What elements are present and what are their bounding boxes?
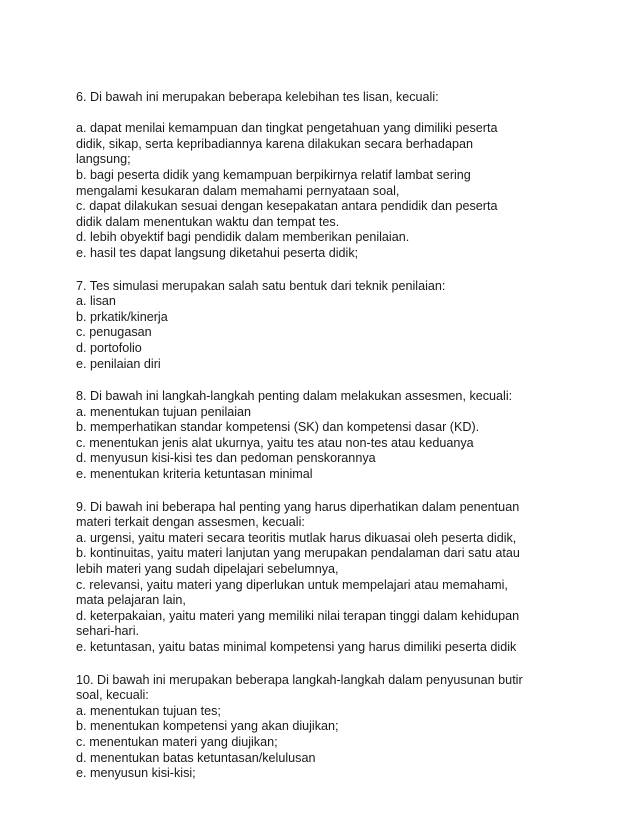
question-stem-line: materi terkait dengan assesmen, kecuali: [76, 515, 305, 530]
option-line: e. menyusun kisi-kisi; [76, 766, 196, 781]
option-line: c. menentukan jenis alat ukurnya, yaitu tes atau non-tes atau keduanya [76, 435, 474, 450]
question-6 [76, 90, 596, 262]
option-line: e. penilaian diri [76, 356, 161, 371]
option-line: b. bagi peserta didik yang kemampuan berpikirnya relatif lambat sering [76, 167, 471, 182]
option-line: d. menentukan batas ketuntasan/kelulusan [76, 750, 316, 765]
option-line: langsung; [76, 152, 131, 167]
question-stem [76, 279, 596, 295]
option-line: sehari-hari. [76, 624, 139, 639]
option-line: a. menentukan tujuan penilaian [76, 404, 252, 419]
option-line: a. menentukan tujuan tes; [76, 703, 221, 718]
question-7 [76, 279, 596, 373]
question-9 [76, 500, 596, 656]
option-line: d. menyusun kisi-kisi tes dan pedoman penskorannya [76, 451, 376, 466]
question-stem [76, 500, 596, 531]
question-stem-line: 7. Tes simulasi merupakan salah satu bentuk dari teknik penilaian: [76, 278, 446, 293]
option-line: a. dapat menilai kemampuan dan tingkat pengetahuan yang dimiliki peserta [76, 121, 498, 136]
question-options [76, 121, 596, 261]
question-stem [76, 90, 596, 106]
option-line: b. menentukan kompetensi yang akan diujikan; [76, 719, 339, 734]
option-line: c. penugasan [76, 325, 152, 340]
option-line: d. lebih obyektif bagi pendidik dalam memberikan penilaian. [76, 230, 410, 245]
option-line: b. kontinuitas, yaitu materi lanjutan yang merupakan pendalaman dari satu atau [76, 546, 520, 561]
option-line: c. dapat dilakukan sesuai dengan kesepakatan antara pendidik dan peserta [76, 199, 498, 214]
option-line: a. lisan [76, 294, 116, 309]
option-line: e. hasil tes dapat langsung diketahui peserta didik; [76, 245, 359, 260]
question-stem-line: 9. Di bawah ini beberapa hal penting yang harus diperhatikan dalam penentuan [76, 499, 520, 514]
question-options [76, 704, 596, 782]
question-10 [76, 673, 596, 782]
option-line: c. menentukan materi yang diujikan; [76, 734, 278, 749]
option-line: b. memperhatikan standar kompetensi (SK) dan kompetensi dasar (KD). [76, 420, 480, 435]
question-stem-line: 8. Di bawah ini langkah-langkah penting dalam melakukan assesmen, kecuali: [76, 389, 513, 404]
question-stem [76, 389, 596, 405]
question-options [76, 405, 596, 483]
question-stem-line: 10. Di bawah ini merupakan beberapa langkah-langkah dalam penyusunan butir [76, 672, 523, 687]
option-line: lebih materi yang sudah dipelajari sebelumnya, [76, 562, 339, 577]
document-content [76, 90, 596, 799]
option-line: c. relevansi, yaitu materi yang diperlukan untuk mempelajari atau memahami, [76, 577, 508, 592]
question-options [76, 531, 596, 656]
option-line: didik dalam menentukan waktu dan tempat tes. [76, 214, 340, 229]
question-stem [76, 673, 596, 704]
option-line: a. urgensi, yaitu materi secara teoritis mutlak harus dikuasai oleh peserta didik, [76, 530, 517, 545]
option-line: e. ketuntasan, yaitu batas minimal kompetensi yang harus dimiliki peserta didik [76, 640, 517, 654]
option-line: d. keterpakaian, yaitu materi yang memiliki nilai terapan tinggi dalam kehidupan [76, 608, 520, 623]
option-line: mata pelajaran lain, [76, 593, 186, 608]
option-line: didik, sikap, serta kepribadiannya karena dilakukan secara berhadapan [76, 136, 473, 151]
option-line: d. portofolio [76, 340, 142, 355]
question-stem-line: soal, kecuali: [76, 688, 149, 703]
question-stem-line: 6. Di bawah ini merupakan beberapa kelebihan tes lisan, kecuali: [76, 90, 439, 104]
question-8 [76, 389, 596, 483]
option-line: b. prkatik/kinerja [76, 309, 168, 324]
option-line: mengalami kesukaran dalam memahami pernyataan soal, [76, 183, 400, 198]
option-line: e. menentukan kriteria ketuntasan minimal [76, 467, 313, 482]
question-options [76, 294, 596, 372]
